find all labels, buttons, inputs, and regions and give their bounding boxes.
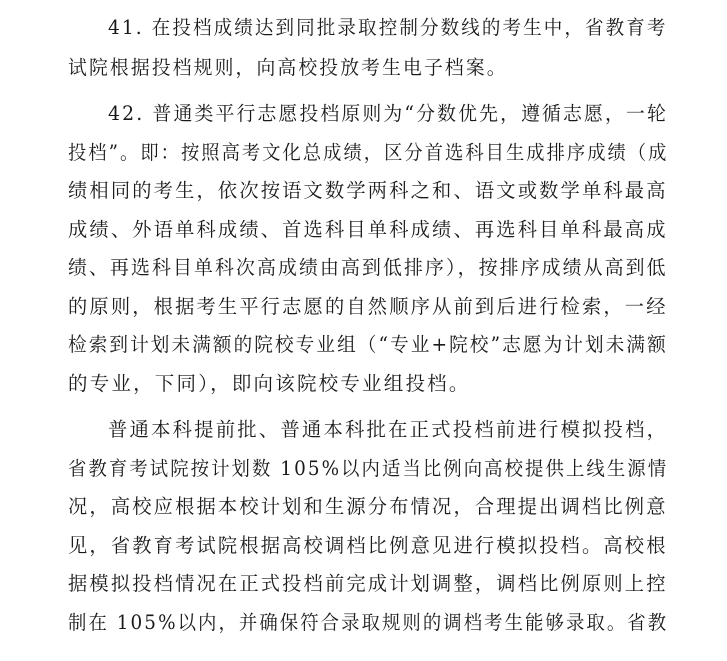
text-line: 的原则，根据考生平行志愿的自然顺序从前到后进行检索，一经 [68,295,668,318]
text-line: 成绩、外语单科成绩、首选科目单科成绩、再选科目单科最高成 [68,218,668,241]
text-line: 41. 在投档成绩达到同批录取控制分数线的考生中，省教育考 [108,16,668,39]
text-line: 绩、再选科目单科次高成绩由高到低排序），按排序成绩从高到低 [68,256,668,279]
text-line: 省教育考试院按计划数 105%以内适当比例向高校提供上线生源情 [68,457,669,480]
text-line: 况，高校应根据本校计划和生源分布情况，合理提出调档比例意 [68,495,668,518]
text-line: 制在 105%以内，并确保符合录取规则的调档考生能够录取。省教 [68,611,669,634]
text-line: 投档”。即：按照高考文化总成绩，区分首选科目生成排序成绩（成 [68,141,669,164]
text-line: 绩相同的考生，依次按语文数学两科之和、语文或数学单科最高 [68,179,668,202]
text-line: 42. 普通类平行志愿投档原则为“分数优先，遵循志愿，一轮 [108,102,668,125]
text-line: 见，省教育考试院根据高校调档比例意见进行模拟投档。高校根 [68,534,668,557]
text-line: 普通本科提前批、普通本科批在正式投档前进行模拟投档， [108,418,669,441]
text-line: 试院根据投档规则，向高校投放考生电子档案。 [68,56,508,79]
text-line: 检索到计划未满额的院校专业组（“专业+院校”志愿为计划未满额 [68,333,668,356]
text-line: 据模拟投档情况在正式投档前完成计划调整，调档比例原则上控 [68,572,668,595]
text-line: 的专业，下同），即向该院校专业组投档。 [68,372,471,395]
